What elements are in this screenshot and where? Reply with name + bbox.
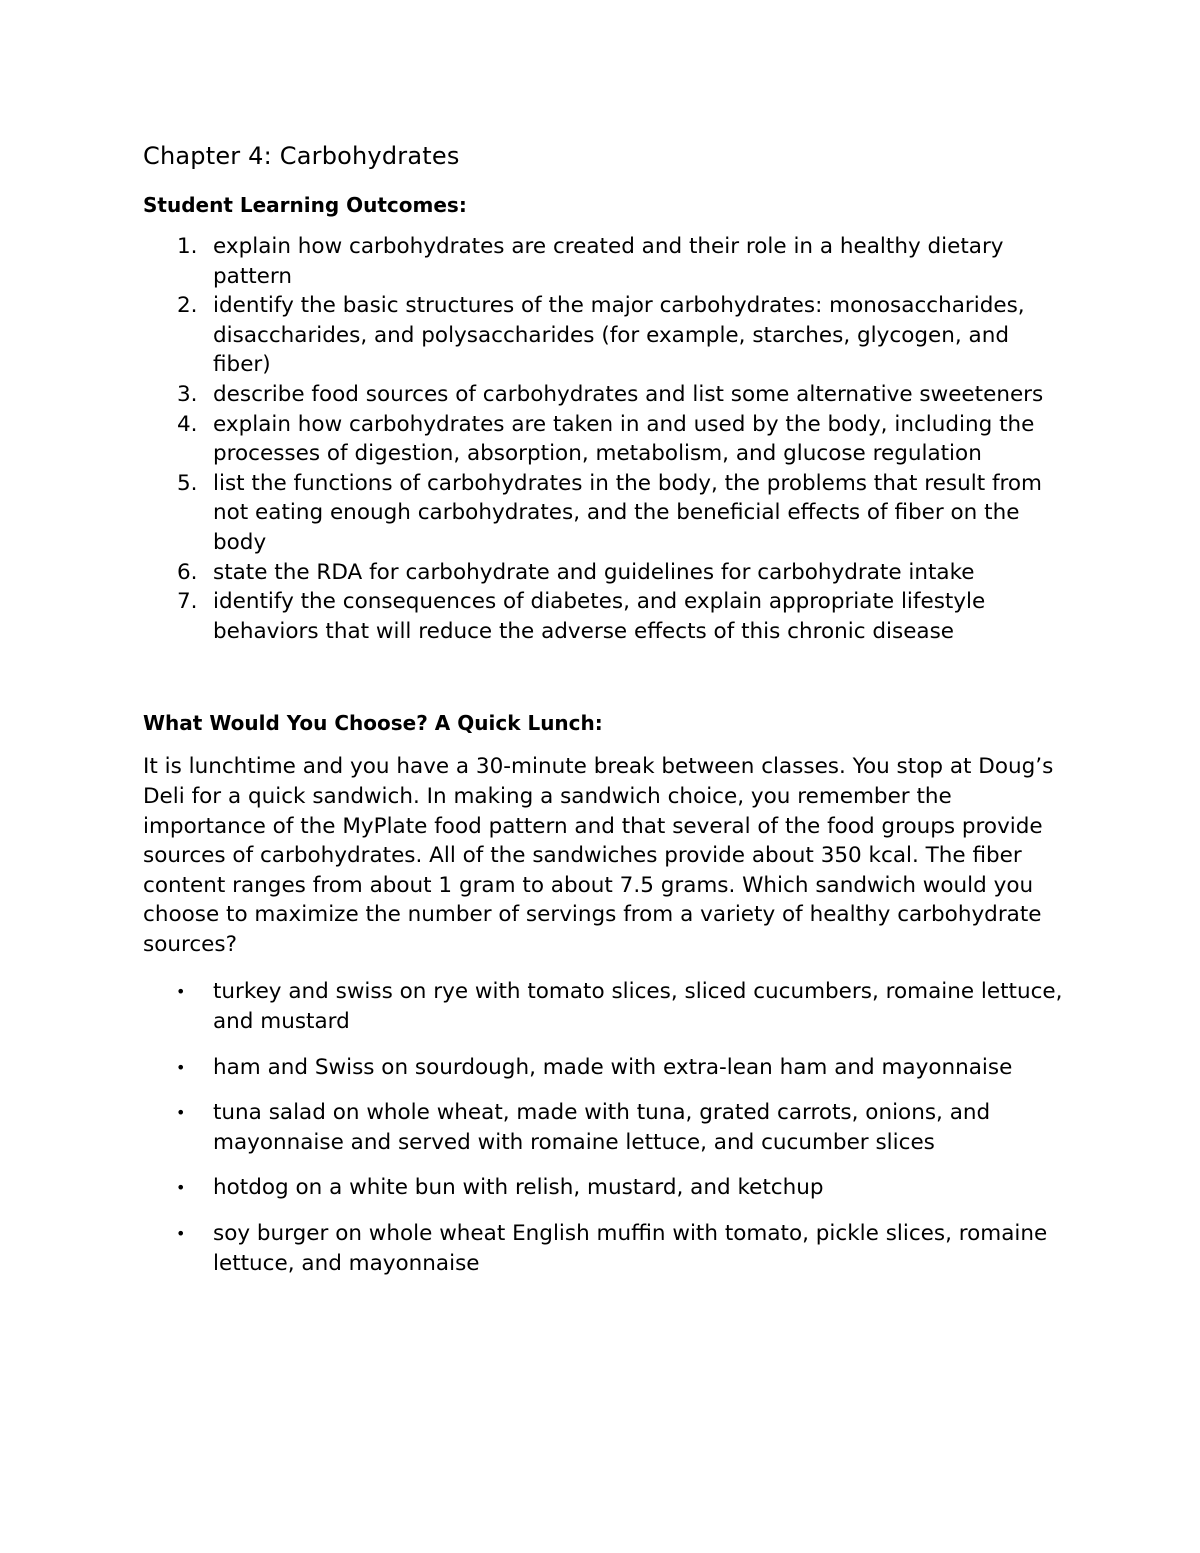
bullet-icon: • [176, 1057, 186, 1077]
outcome-item [143, 291, 1073, 380]
outcome-item [143, 380, 1073, 410]
outcome-item [143, 232, 1073, 291]
outcome-text: state the RDA for carbohydrate and guidelines for carbohydrate intake [213, 559, 975, 585]
outcome-number: 3. [177, 381, 198, 407]
outcome-number: 1. [177, 234, 198, 259]
outcome-text: identify the consequences of diabetes, and explain appropriate lifestyle behaviors that will reduce the adverse effects of this chronic disease [213, 589, 986, 644]
outcomes-list [143, 232, 1073, 646]
choice-item [143, 1053, 1073, 1083]
lunch-heading: What Would You Choose? A Quick Lunch: [143, 711, 603, 736]
outcome-item [143, 410, 1073, 469]
scenario-paragraph: It is lunchtime and you have a 30-minute break between classes. You stop at Doug’s Deli for a quick sandwich. In making a sandwich choice, you remember the importance of the MyPlate food pattern and that several of the food groups provide sources of carbohydrates. All of the sandwiches provide about 350 kcal. The fiber content ranges from about 1 gram to about 7.5 grams. Which sandwich would you choose to maximize the number of servings from a variety of healthy carbohydrate sources? [143, 754, 1054, 957]
choice-text: tuna salad on whole wheat, made with tuna, grated carrots, onions, and mayonnaise and served with romaine lettuce, and cucumber slices [213, 1100, 991, 1155]
outcome-text: identify the basic structures of the major carbohydrates: monosaccharides, disaccharides, and polysaccharides (for example, starches, glycogen, and fiber) [213, 293, 1025, 378]
outcome-text: explain how carbohydrates are taken in and used by the body, including the processes of digestion, absorption, metabolism, and glucose regulation [213, 411, 1035, 467]
outcome-item [143, 587, 1073, 646]
outcome-number: 5. [177, 470, 198, 496]
document-page [143, 138, 1073, 1294]
bullet-icon: • [176, 982, 186, 1002]
chapter-title: Chapter 4: Carbohydrates [143, 142, 460, 170]
bullet-icon: • [176, 1178, 186, 1198]
choice-item [143, 977, 1073, 1036]
outcome-text: describe food sources of carbohydrates and list some alternative sweeteners [213, 381, 1044, 407]
choice-item [143, 1173, 1073, 1203]
outcomes-heading: Student Learning Outcomes: [143, 193, 467, 217]
choice-text: turkey and swiss on rye with tomato slices, sliced cucumbers, romaine lettuce, and mustard [213, 979, 1063, 1035]
outcome-item [143, 469, 1073, 558]
outcome-number: 6. [177, 559, 198, 585]
outcome-number: 7. [177, 589, 198, 615]
outcome-number: 2. [177, 293, 198, 319]
outcome-item [143, 558, 1073, 588]
outcome-text: list the functions of carbohydrates in the body, the problems that result from not eating enough carbohydrates, and the beneficial effects of fiber on the body [213, 470, 1042, 555]
bullet-icon: • [176, 1224, 186, 1244]
sandwich-choices-list [143, 977, 1073, 1278]
outcome-text: explain how carbohydrates are created and their role in a healthy dietary pattern [213, 234, 1004, 289]
choice-item [143, 1219, 1073, 1278]
bullet-icon: • [176, 1103, 186, 1123]
choice-text: soy burger on whole wheat English muffin with tomato, pickle slices, romaine lettuce, and mayonnaise [213, 1221, 1048, 1276]
choice-text: ham and Swiss on sourdough, made with extra-lean ham and mayonnaise [213, 1054, 1013, 1080]
choice-item [143, 1098, 1073, 1157]
outcome-number: 4. [177, 411, 198, 437]
choice-text: hotdog on a white bun with relish, mustard, and ketchup [213, 1175, 824, 1201]
